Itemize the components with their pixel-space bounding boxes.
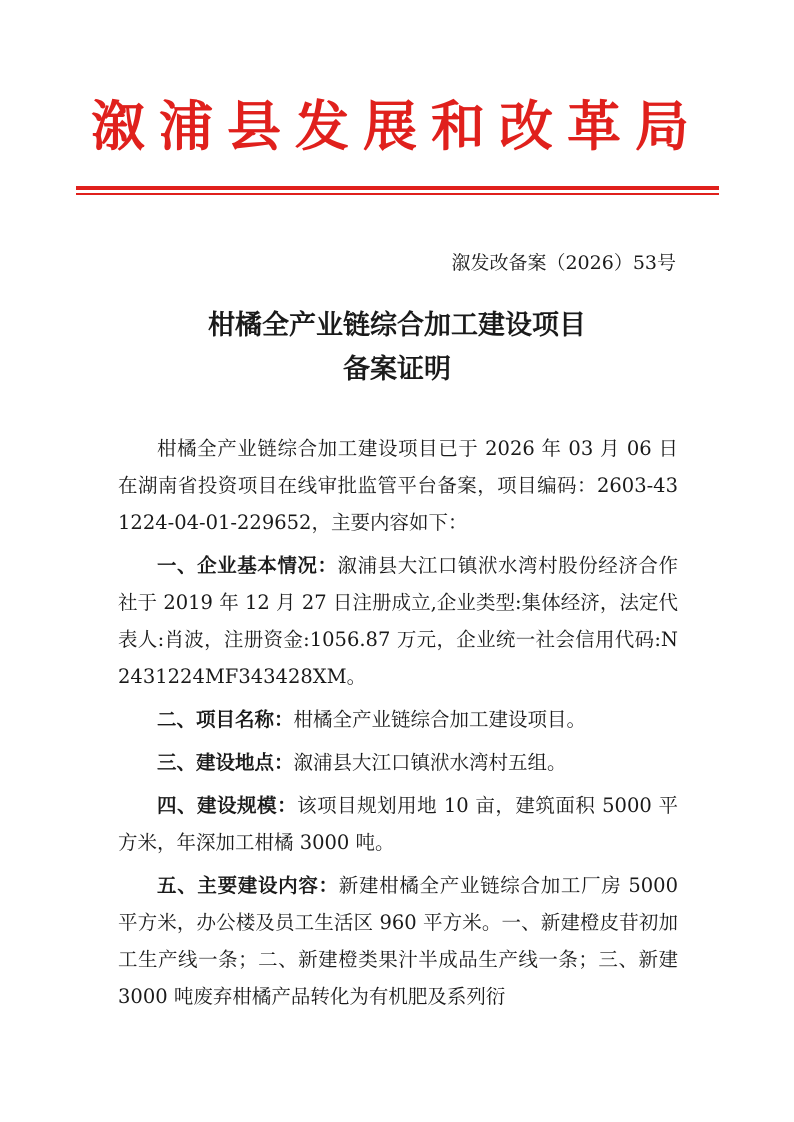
section-text: 该项目规划用地 10 亩，建筑面积 5000 平方米，年深加工柑橘 3000 吨。 [118, 794, 678, 854]
section-heading: 一、企业基本情况： [157, 554, 338, 577]
section-heading: 五、主要建设内容： [157, 874, 339, 897]
intro-paragraph: 柑橘全产业链综合加工建设项目已于 2026 年 03 月 06 日在湖南省投资项目在线审批监管平台备案，项目编码：2603-431224-04-01-229652，主要内容如下： [118, 437, 678, 534]
section-text: 柑橘全产业链综合加工建设项目。 [293, 708, 587, 731]
document-title-line1: 柑橘全产业链综合加工建设项目 [208, 310, 586, 341]
section-heading: 四、建设规模： [157, 794, 298, 817]
document-title-line2: 备案证明 [343, 354, 451, 385]
section-text: 溆浦县大江口镇洑水湾村股份经济合作社于 2019 年 12 月 27 日注册成立,企业类型:集体经济，法定代表人:肖波，注册资金:1056.87 万元，企业统一社会信用代码:N2431224MF343428XM。 [118, 554, 678, 688]
section-scale [118, 787, 678, 861]
section-location [118, 744, 678, 781]
section-heading: 三、建设地点： [157, 751, 294, 774]
header-rule-thin [76, 193, 719, 195]
section-text: 溆浦县大江口镇洑水湾村五组。 [293, 751, 567, 774]
header-rule-thick [76, 186, 719, 190]
section-text: 新建柑橘全产业链综合加工厂房 5000 平方米，办公楼及员工生活区 960 平方米。一、新建橙皮苷初加工生产线一条；二、新建橙类果汁半成品生产线一条；三、新建 3000 吨废弃柑橘产品转化为有机肥及系列衍 [118, 874, 678, 1008]
section-project-name [118, 701, 678, 738]
document-body [118, 430, 678, 1021]
agency-header: 溆浦县发展和改革局 [91, 95, 703, 158]
section-heading: 二、项目名称： [157, 708, 294, 731]
section-construction-content [118, 867, 678, 1015]
document-number: 溆发改备案（2026）53号 [451, 252, 676, 274]
section-enterprise-info [118, 547, 678, 695]
